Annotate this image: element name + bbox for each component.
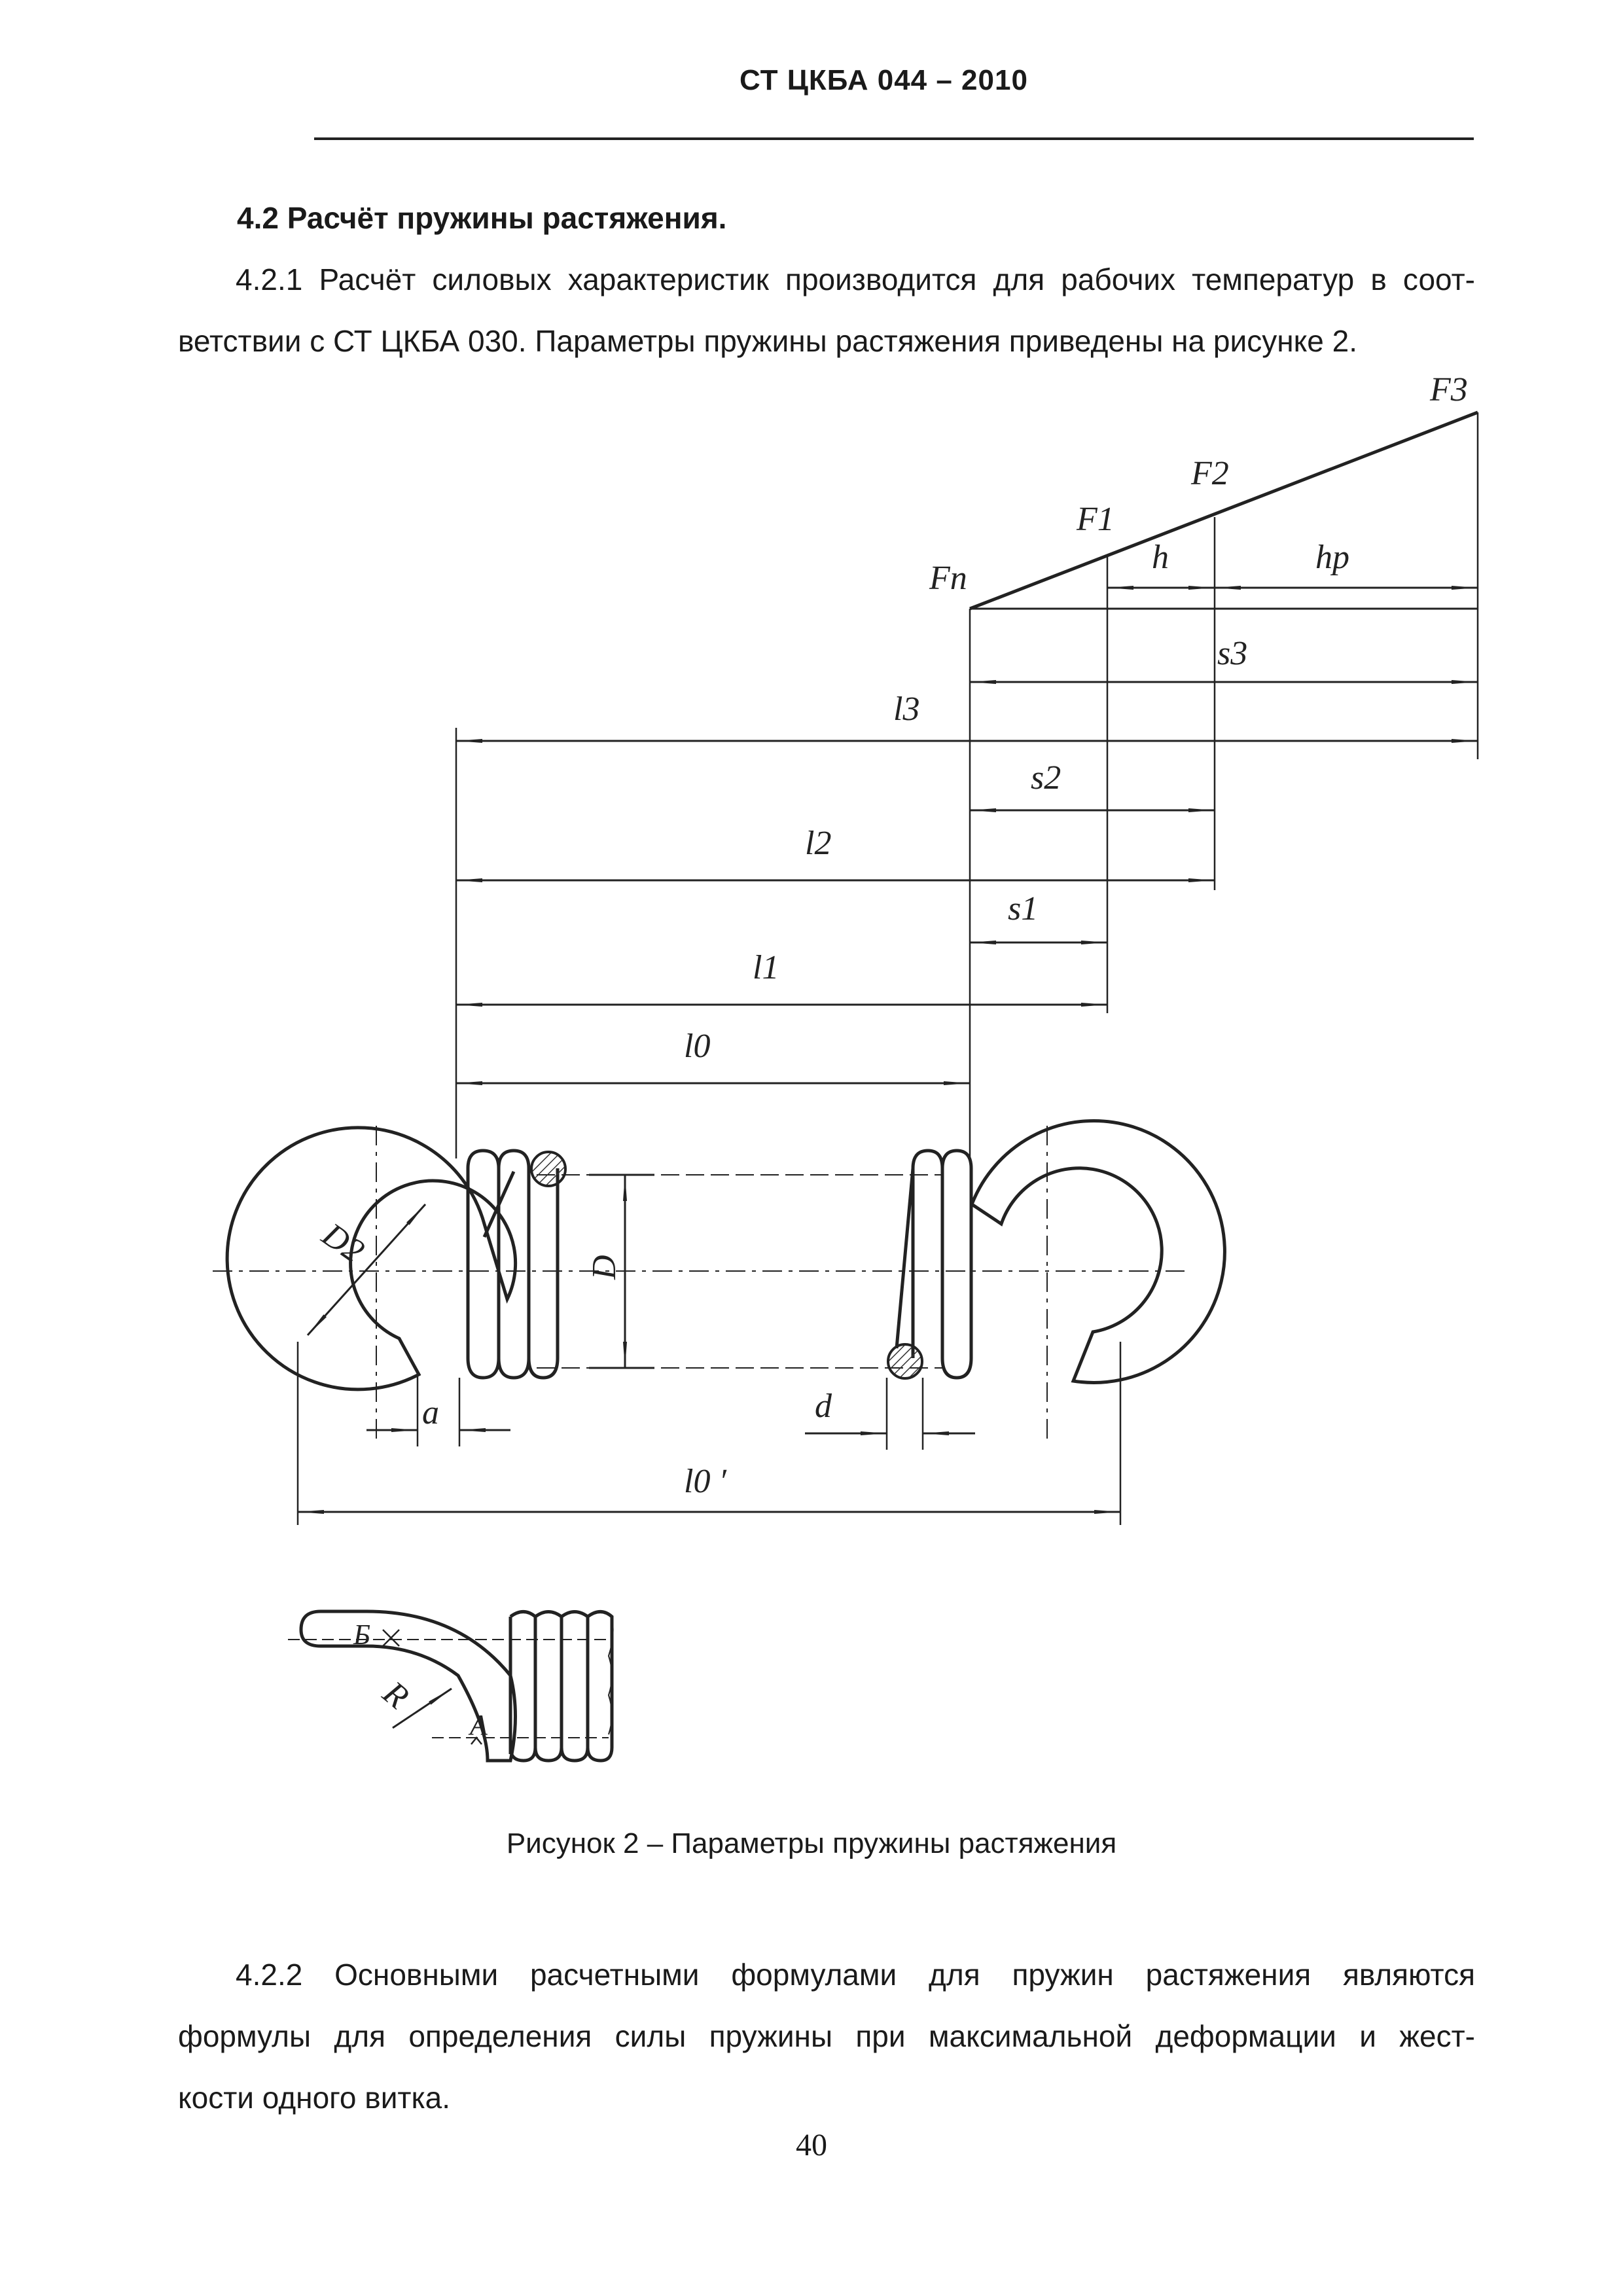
label-s1: s1 — [1008, 890, 1039, 927]
label-r: R — [376, 1674, 416, 1717]
label-a: a — [422, 1394, 439, 1431]
label-b: Б — [353, 1619, 370, 1651]
paragraph-line: формулы для определения силы пружины при максимальной деформации и жест- — [178, 2019, 1475, 2053]
document-header: СТ ЦКБА 044 – 2010 — [740, 64, 1028, 96]
paragraph-line: 4.2.1 Расчёт силовых характеристик производится для рабочих температур в соот- — [236, 262, 1475, 296]
label-fn: Fп — [929, 560, 967, 597]
left-hook — [227, 1128, 515, 1390]
label-l0-prime: l0 ′ — [684, 1463, 726, 1500]
wire-section-top — [531, 1152, 565, 1186]
paragraph-line: 4.2.2 Основными расчетными формулами для пружин растяжения являются — [236, 1958, 1475, 1992]
label-hp: hp — [1315, 539, 1349, 576]
label-l1: l1 — [753, 949, 779, 986]
figure-caption: Рисунок 2 – Параметры пружины растяжения — [506, 1827, 1117, 1859]
page-number: 40 — [796, 2128, 827, 2162]
label-h: h — [1152, 539, 1169, 576]
paragraph-4-2-2 — [178, 1944, 1475, 2128]
label-s2: s2 — [1031, 759, 1061, 797]
paragraph-line: кости одного витка. — [178, 2081, 450, 2115]
label-l2: l2 — [805, 825, 832, 862]
label-f2: F2 — [1191, 455, 1229, 492]
label-diameter: D — [586, 1255, 623, 1280]
label-d2: D2 — [315, 1215, 371, 1270]
label-l3: l3 — [893, 691, 920, 728]
label-a-point: A — [470, 1709, 488, 1741]
paragraph-line: ветствии с СТ ЦКБА 030. Параметры пружины растяжения приведены на рисунке 2. — [178, 324, 1357, 358]
section-title: 4.2 Расчёт пружины растяжения. — [237, 201, 727, 235]
label-f1: F1 — [1077, 501, 1115, 538]
label-l0: l0 — [684, 1028, 711, 1065]
right-hook — [972, 1121, 1224, 1382]
force-line — [970, 412, 1478, 609]
label-s3: s3 — [1217, 635, 1248, 672]
label-d: d — [815, 1388, 832, 1425]
label-f3: F3 — [1430, 371, 1468, 408]
wire-section-bottom — [888, 1344, 922, 1378]
